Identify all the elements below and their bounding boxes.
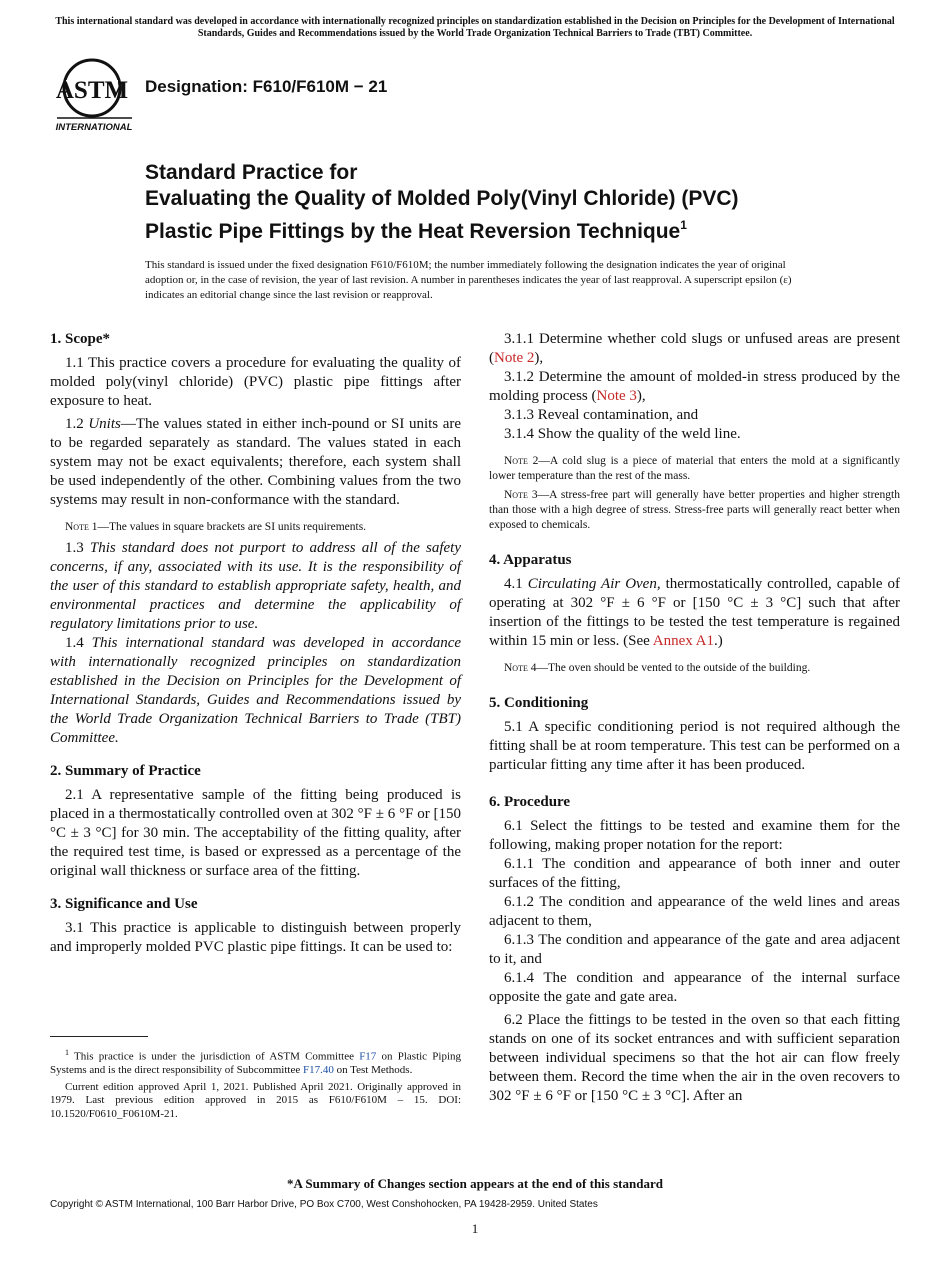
copyright: Copyright © ASTM International, 100 Barr Harbor Drive, PO Box C700, West Conshohocken, PA 19428-2959. United States bbox=[50, 1199, 598, 1210]
issue-statement: This standard is issued under the fixed designation F610/F610M; the number immediately following the designation indicates the year of original adoption or, in the case of revision, the year of last revision. A number in parentheses indicates the year of last reapproval. A superscript epsilon (ε) indicates an editorial change since the last revision or reapproval. bbox=[145, 259, 792, 301]
para-1-1: 1.1 This practice covers a procedure for evaluating the quality of molded poly(vinyl chloride) (PVC) plastic pipe fittings after exposure to heat. bbox=[50, 355, 461, 409]
title-footnote-mark[interactable]: 1 bbox=[680, 218, 687, 232]
footnotes bbox=[50, 1046, 461, 1124]
para-1-4: 1.4 This international standard was developed in accordance with internationally recognized principles on standardization established in the Decision on Principles for the Development of International Standards, Guides and Recommendations issued by the World Trade Organization Technical Barriers to Trade (TBT) Committee. bbox=[50, 635, 462, 746]
link-f17-40[interactable]: F17.40 bbox=[302, 1064, 334, 1077]
section-2-heading: 2. Summary of Practice bbox=[50, 763, 201, 779]
logo-top-text: ASTM bbox=[55, 77, 129, 104]
section-5-heading: 5. Conditioning bbox=[489, 695, 589, 711]
para-3-1-3: 3.1.3 Reveal contamination, and bbox=[504, 407, 699, 423]
para-3-1: 3.1 This practice is applicable to distinguish between properly and improperly molded PVC plastic pipe fittings. It can be used to: bbox=[50, 920, 461, 955]
para-6-1: 6.1 Select the fittings to be tested and examine them for the following, making proper notation for the report: bbox=[489, 818, 900, 853]
footnote-1: $^1$ This practice is under the jurisdiction of ASTM Committee F17 on Plastic Piping Systems and is the direct responsibility of Subcommittee F17.40 on Test Methods. bbox=[50, 1048, 462, 1077]
note-3: Note 3—A stress-free part will generally have better properties and higher strength than those with a high degree of stress. Stress-free parts will generally react better when exposed to chemicals. bbox=[489, 489, 900, 531]
para-3-1-1: 3.1.1 Determine whether cold slugs or unfused areas are present (Note 2), bbox=[489, 331, 900, 366]
title-line-2: Evaluating the Quality of Molded Poly(Vinyl Chloride) (PVC) bbox=[145, 187, 739, 210]
link-annex-a1[interactable]: Annex A1 bbox=[652, 633, 714, 649]
document-title bbox=[145, 160, 905, 245]
para-6-1-4: 6.1.4 The condition and appearance of the internal surface opposite the gate and gate area. bbox=[489, 970, 900, 1005]
section-4-heading: 4. Apparatus bbox=[489, 552, 572, 568]
note-1: Note 1—The values in square brackets are SI units requirements. bbox=[65, 521, 367, 533]
astm-logo bbox=[52, 58, 136, 134]
section-1-heading: 1. Scope* bbox=[50, 331, 110, 347]
para-6-1-1: 6.1.1 The condition and appearance of both inner and outer surfaces of the fitting, bbox=[489, 856, 900, 891]
para-6-1-3: 6.1.3 The condition and appearance of the gate and area adjacent to it, and bbox=[489, 932, 900, 967]
para-3-1-2: 3.1.2 Determine the amount of molded-in stress produced by the molding process (Note 3), bbox=[489, 369, 900, 404]
title-line-3: Plastic Pipe Fittings by the Heat Reversion Technique$^1$ bbox=[145, 218, 687, 243]
para-6-1-2: 6.1.2 The condition and appearance of the weld lines and areas adjacent to them, bbox=[489, 894, 900, 929]
para-6-2: 6.2 Place the fittings to be tested in the oven so that each fitting stands on one of its socket entrances and with sufficient separation between individual specimens so that the hot air can flow freely between them. Record the time when the air in the oven recovers to 302 °F ± 6 °F or [150 °C ± 3 °C]. After an bbox=[489, 1012, 900, 1104]
para-1-2: 1.2 Units—The values stated in either inch-pound or SI units are to be regarded separately as standard. The values stated in each system may not be exact equivalents; therefore, each system shall be used independently of the other. Combining values from the two systems may result in non-conformance with the standard. bbox=[50, 416, 462, 508]
left-column bbox=[50, 330, 461, 957]
designation: Designation: F610/F610M − 21 bbox=[145, 77, 388, 96]
link-note-3[interactable]: Note 3 bbox=[596, 388, 637, 404]
para-1-3: 1.3 This standard does not purport to address all of the safety concerns, if any, associated with its use. It is the responsibility of the user of this standard to establish appropriate safety, health, and environmental practices and determine the applicability of regulatory limitations prior to use. bbox=[50, 540, 462, 632]
wto-notice: This international standard was developed in accordance with internationally recognized principles on standardization established in the Decision on Principles for the Development of International Standards, Guides and Recommendations issued by the World Trade Organization Technical Barriers to Trade (TBT) Committee. bbox=[55, 16, 895, 39]
para-4-1: 4.1 Circulating Air Oven, thermostatically controlled, capable of operating at 302 °F ± 6 °F or [150 °C ± 3 °C] such that after insertion of the fittings to be tested the test temperature is regained within 15 min or less. (See Annex A1.) bbox=[489, 576, 900, 649]
note-4: Note 4—The oven should be vented to the outside of the building. bbox=[504, 662, 811, 674]
summary-of-changes-note: *A Summary of Changes section appears at the end of this standard bbox=[287, 1176, 663, 1191]
para-3-1-4: 3.1.4 Show the quality of the weld line. bbox=[504, 426, 741, 442]
para-5-1: 5.1 A specific conditioning period is not required although the fitting shall be at room temperature. This test can be performed on a particular fitting any time after it has been produced. bbox=[489, 719, 900, 773]
title-line-1: Standard Practice for bbox=[145, 161, 358, 184]
right-column bbox=[489, 330, 900, 1106]
note-2: Note 2—A cold slug is a piece of material that enters the mold at a significantly lower temperature than the rest of the mass. bbox=[489, 455, 900, 482]
logo-bottom-text: INTERNATIONAL bbox=[55, 122, 133, 133]
footnote-rule bbox=[50, 1036, 148, 1037]
page-number: 1 bbox=[471, 1221, 479, 1236]
section-6-heading: 6. Procedure bbox=[489, 794, 571, 810]
link-note-2[interactable]: Note 2 bbox=[494, 350, 535, 366]
para-2-1: 2.1 A representative sample of the fitting being produced is placed in a thermostatically controlled oven at 302 °F ± 6 °F or [150 °C ± 3 °C] for 30 min. The acceptability of the fitting quality, after the required test time, is based or expressed as a percentage of the original wall thickness or surface area of the fitting. bbox=[50, 787, 461, 879]
section-3-heading: 3. Significance and Use bbox=[50, 896, 198, 912]
link-f17[interactable]: F17 bbox=[359, 1050, 377, 1063]
footnote-edition: Current edition approved April 1, 2021. Published April 2021. Originally approved in 1979. Last previous edition approved in 2015 as F610/F610M – 15. DOI: 10.1520/F0610_F0610M-21. bbox=[50, 1080, 461, 1120]
